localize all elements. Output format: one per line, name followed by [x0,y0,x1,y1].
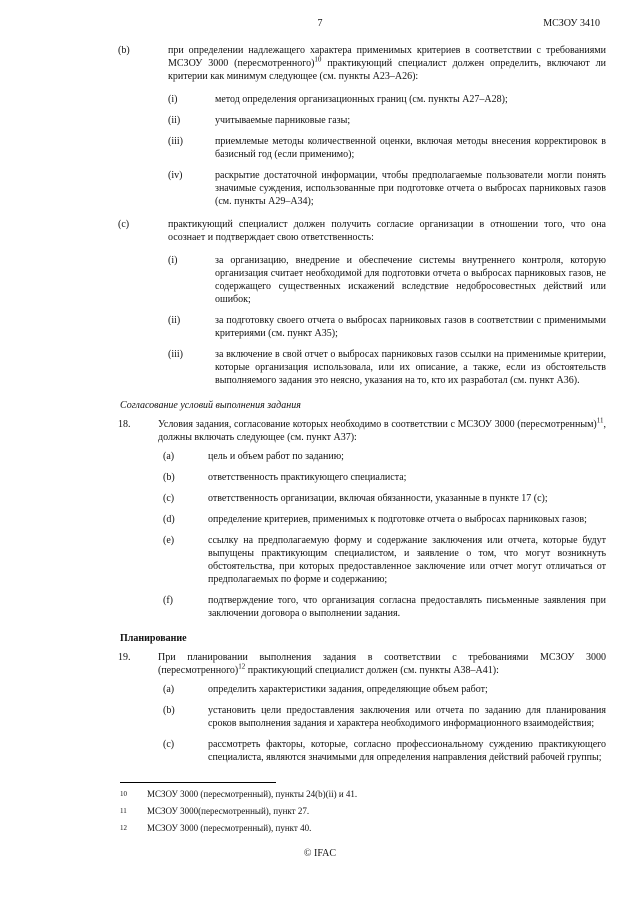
item-label: (c) [163,493,175,504]
subclause [168,135,606,161]
subclause-label: (i) [168,94,178,105]
subclause [168,314,606,340]
subclause-text: раскрытие достаточной информации, чтобы предполагаемые пользователи могли понять значимые суждения, использованные при подготовке отчета о выбросах парниковых газов (см. пункты А29–А34); [215,170,606,207]
item-text: рассмотреть факторы, которые, согласно профессиональному суждению практикующего специалиста, являются значимыми для определения направления действий рабочей группы; [208,739,606,763]
paragraph-text: При планировании выполнения задания в соответствии с требованиями МСЗОУ 3000 (пересмотренного) [158,652,606,676]
subclause-label: (iii) [168,136,183,147]
paragraph-text: , должны включать следующее (см. пункт А37): [158,419,606,443]
document-code: МСЗОУ 3410 [543,18,600,29]
item-text: цель и объем работ по заданию; [208,451,344,462]
footnote-text: МСЗОУ 3000 (пересмотренный), пункты 24(b)(ii) и 41. [147,789,358,799]
copyright-footer: © IFAC [303,848,337,859]
page-number: 7 [317,18,323,29]
subclause-label: (i) [168,255,178,266]
subclause-label: (iv) [168,170,183,181]
paragraph-number: 18. [118,419,131,430]
clause-label: (c) [118,219,130,230]
subclause [168,114,606,127]
item-label: (a) [163,451,175,462]
item-label: (a) [163,684,175,695]
clause-c [118,218,606,244]
clause-text: практикующий специалист должен получить согласие организации в отношении того, что она осознает и подтверждает свою ответственность: [168,219,606,243]
subclause-label: (ii) [168,115,181,126]
paragraph-18 [118,416,606,444]
item-text: ссылку на предполагаемую форму и содержание заключения или отчета, которые будут выпущены практикующим специалистом, и заявление о том, что могут возникнуть обстоятельства, при которых предоставленное заключение или отчет могут отличаться от предполагаемых по форме и содержанию; [208,535,606,585]
item-text: ответственность организации, включая обязанности, указанные в пункте 17 (c); [208,493,548,504]
item-label: (f) [163,595,173,606]
item-label: (c) [163,739,175,750]
list-item [163,492,606,505]
list-item [163,513,606,526]
footnote [120,822,600,834]
list-item [163,738,606,764]
footnote-number: 11 [120,807,127,815]
item-label: (b) [163,705,175,716]
item-text: установить цели предоставления заключения или отчета по заданию для планирования сроков выполнения задания и характера необходимого информационного взаимодействия; [208,705,606,729]
subclause-text: за подготовку своего отчета о выбросах парниковых газов в соответствии с применимыми критериями (см. пункт А35); [215,315,606,339]
list-item [163,594,606,620]
subclause [168,348,606,387]
item-text: определить характеристики задания, определяющие объем работ; [208,684,488,695]
section-heading: Согласование условий выполнения задания [120,400,301,411]
item-text: подтверждение того, что организация согласна предоставлять письменные заявления при заключении договора о выполнении задания. [208,595,606,619]
footnote-number: 12 [120,824,127,832]
footnote-ref: 11 [596,416,604,425]
paragraph-text: практикующий специалист должен (см. пункты А38–А41): [245,665,499,676]
item-text: определение критериев, применимых к подготовке отчета о выбросах парниковых газов; [208,514,587,525]
item-label: (b) [163,472,175,483]
list-item [163,683,606,696]
list-item [163,704,606,730]
footnotes [120,782,600,839]
list-item [163,450,606,463]
clause-text: при определении надлежащего характера применимых критериев в соответствии с требованиями МСЗОУ 3000 (пересмотренного) [168,45,606,69]
subclause-label: (iii) [168,349,183,360]
paragraph-19 [118,651,606,677]
main-content [118,44,606,764]
subclause-text: метод определения организационных границ (см. пункты А27–А28); [215,94,508,105]
section-heading: Планирование [120,633,187,644]
subclause-text: приемлемые методы количественной оценки, включая методы внесения корректировок в базисный год (если применимо); [215,136,606,160]
footnote-divider [120,782,276,783]
subclause [168,93,606,106]
list-item [163,471,606,484]
paragraph-number: 19. [118,652,131,663]
footnote-text: МСЗОУ 3000 (пересмотренный), пункт 40. [147,823,312,833]
item-text: ответственность практикующего специалиста; [208,472,407,483]
subclause [168,254,606,306]
paragraph-text: Условия задания, согласование которых необходимо в соответствии с МСЗОУ 3000 (пересмотренным) [158,419,597,430]
subclause-text: за включение в свой отчет о выбросах парниковых газов ссылки на применимые критерии, которые организация использовала, или их описание, а также, если из обстоятельств выполняемого задания это неясно, указания на то, кто их разработал (см. пункт А36). [215,349,606,386]
subclause-text: за организацию, внедрение и обеспечение системы внутреннего контроля, которую организация считает необходимой для подготовки отчета о выбросах парниковых газов, не содержащего существенных искажений вследствие недобросовестных действий или ошибок; [215,255,606,305]
footnote [120,805,600,817]
clause-b [118,44,606,83]
item-label: (d) [163,514,175,525]
subclause-label: (ii) [168,315,181,326]
footnote-number: 10 [120,790,127,798]
paragraph-items [158,683,606,764]
list-item [163,534,606,586]
footnote-text: МСЗОУ 3000(пересмотренный), пункт 27. [147,806,310,816]
subclause [168,169,606,208]
subclause-text: учитываемые парниковые газы; [215,115,351,126]
paragraph-items [158,450,606,620]
clause-text: практикующий специалист должен определить, включают ли критерии как минимум следующее (см. пункты А23–А26): [168,58,606,82]
footnote-ref: 12 [238,662,246,671]
footnote-ref: 10 [314,55,322,64]
item-label: (e) [163,535,175,546]
footnote [120,788,600,800]
clause-label: (b) [118,45,130,56]
